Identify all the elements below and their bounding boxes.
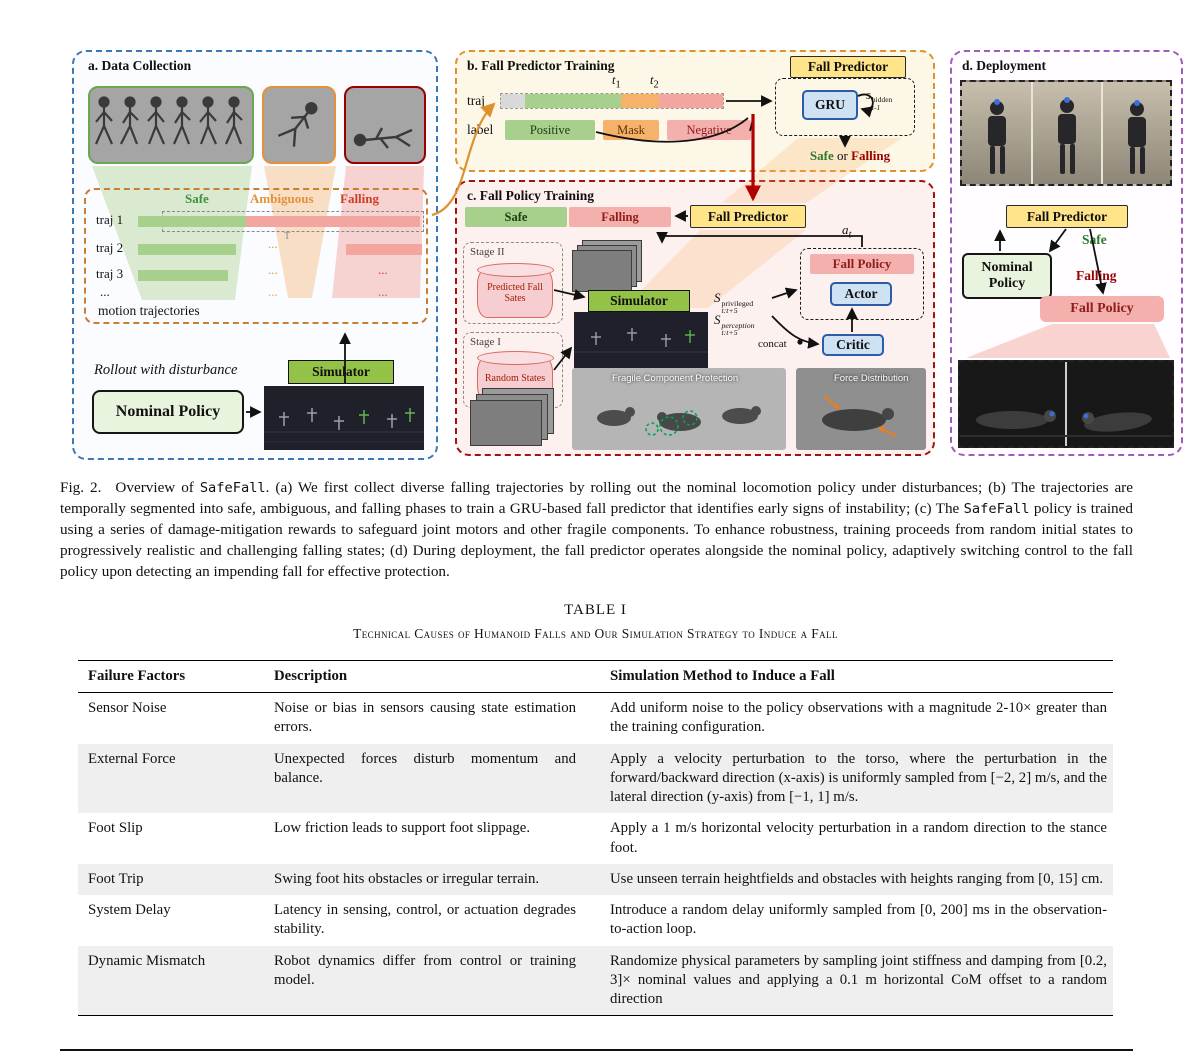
random-states-label: Random States xyxy=(484,373,546,385)
gru-label: GRU xyxy=(815,97,845,112)
stage2-label: Stage II xyxy=(470,246,505,258)
t1-label xyxy=(612,73,621,91)
table-row xyxy=(78,864,1113,895)
t2-label xyxy=(650,73,659,91)
simulator-box-c xyxy=(588,290,690,312)
negative-label-box xyxy=(667,120,751,140)
fallen-figure-art xyxy=(346,88,424,160)
traj1-T-marker: T xyxy=(284,231,291,242)
motion-trajectories-label: motion trajectories xyxy=(98,303,200,318)
traj1-label: traj 1 xyxy=(96,212,124,227)
falling-column-label: Falling xyxy=(340,191,380,206)
trajectory-bar xyxy=(500,93,724,109)
table-subtitle: Technical Causes of Humanoid Falls and Our Simulation Strategy to Induce a Fall xyxy=(353,626,838,641)
cell-method: Apply a velocity perturbation to the torso, where the perturbation in the forward/backward direction (x-axis) is uniformly sampled from [−2, 2] m/s, and the lateral direction (y-axis) from [−1, 1] m/s. xyxy=(610,750,1107,806)
stage1-label: Stage I xyxy=(470,336,501,348)
traj2-falling-bar xyxy=(346,244,422,255)
simulator-render-image-a xyxy=(264,386,424,450)
caption-seg1: Overview of xyxy=(115,479,200,496)
traj3-ambiguous-ellipsis: ... xyxy=(268,262,278,277)
nominal-policy-d-line1: Nominal xyxy=(981,259,1033,275)
s-perc-sub: t:t+5 xyxy=(721,328,738,338)
traj-bar-safe-segment xyxy=(525,94,621,108)
failure-factors-table xyxy=(78,660,1113,1016)
outcome-or: or xyxy=(836,148,848,163)
header-failure-factors: Failure Factors xyxy=(88,668,186,684)
traj2-label: traj 2 xyxy=(96,240,124,255)
t2-base: t xyxy=(650,73,654,87)
s-perc-sup: perception xyxy=(721,320,755,330)
nominal-policy-box xyxy=(92,390,244,434)
predicted-fall-states-cylinder xyxy=(477,268,553,318)
fall-predictor-box-d xyxy=(1006,205,1128,228)
cell-method: Apply a 1 m/s horizontal velocity perturbation in a random direction to the stance foot. xyxy=(610,820,1107,856)
simulator-label-c: Simulator xyxy=(610,293,668,308)
caption-safefall-1: SafeFall xyxy=(199,480,266,496)
fall-policy-box-d xyxy=(1040,296,1164,322)
table-row xyxy=(78,895,1113,945)
falling-figure-art xyxy=(264,88,334,160)
fall-policy-label-c: Fall Policy xyxy=(832,256,892,271)
mask-label-box xyxy=(603,120,659,140)
traj-bar-prefix-segment xyxy=(501,94,525,108)
cell-factor: Sensor Noise xyxy=(88,700,167,717)
more-falling-ellipsis: ... xyxy=(378,284,388,299)
cell-factor: Dynamic Mismatch xyxy=(88,952,206,969)
traj-more-ellipsis: ... xyxy=(100,284,110,299)
sim-scene-a-art xyxy=(264,386,424,450)
s-perc-base: S xyxy=(714,312,721,327)
figure-caption xyxy=(60,478,1133,583)
critic-box xyxy=(822,334,884,356)
fragile-protection-label: Fragile Component Protection xyxy=(612,373,739,384)
traj2-safe-bar xyxy=(138,244,236,255)
s-perception-label xyxy=(714,312,755,337)
table-row xyxy=(78,813,1113,863)
simulator-render-image-c xyxy=(574,312,708,368)
cell-description: Noise or bias in sensors causing state estimation errors. xyxy=(274,700,576,736)
table-header-row xyxy=(78,661,1113,693)
falling-box-c xyxy=(569,207,671,227)
table-row xyxy=(78,744,1113,814)
header-description: Description xyxy=(274,668,348,684)
fall-state-image-stack xyxy=(572,240,644,292)
fall-predictor-box-b xyxy=(790,56,906,78)
nominal-policy-box-d xyxy=(962,253,1052,299)
deployment-fallen-photo xyxy=(958,360,1174,448)
hidden-state-base: s xyxy=(866,88,871,102)
panel-c-title: c. Fall Policy Training xyxy=(467,188,594,203)
cell-method: Add uniform noise to the policy observations with a magnitude 2-10× greater than the training configuration. xyxy=(610,700,1107,736)
caption-seg2: . (a) We first collect diverse falling trajectories by rolling out the nominal locomotion policy under disturbances; (b) The trajectories are temporally segmented into safe, ambiguous, and falling phases to train a GRU-based fall predictor that identifies early signs of instability; (c) The xyxy=(60,479,1133,517)
deployment-standing-art xyxy=(962,82,1170,184)
fall-predictor-label-b: Fall Predictor xyxy=(807,59,889,74)
traj1-safe-bar xyxy=(138,216,246,227)
fallen-pose-image xyxy=(344,86,426,164)
table-title: TABLE I xyxy=(564,602,627,618)
cell-description: Latency in sensing, control, or actuation degrades stability. xyxy=(274,902,576,938)
s-priv-sup: privileged xyxy=(721,298,754,308)
cell-method: Introduce a random delay uniformly sampled from [0, 200] ms in the observation-to-action loop. xyxy=(610,902,1107,938)
cell-description: Robot dynamics differ from control or training model. xyxy=(274,952,576,988)
fall-policy-header-box xyxy=(810,254,914,274)
safe-or-falling-label xyxy=(770,148,930,164)
s-priv-sub: t:t+5 xyxy=(721,306,738,316)
table-row xyxy=(78,946,1113,1016)
actor-label: Actor xyxy=(844,286,878,301)
fall-predictor-label-d: Fall Predictor xyxy=(1026,208,1108,224)
deployment-standing-photo xyxy=(960,80,1172,186)
predicted-fall-states-label: Predicted Fall Sates xyxy=(487,281,543,304)
negative-label: Negative xyxy=(686,122,732,137)
walking-sequence-image xyxy=(88,86,254,164)
fall-policy-label-d: Fall Policy xyxy=(1070,301,1134,316)
falling-label-d: Falling xyxy=(1076,268,1117,283)
traj-row-label: traj xyxy=(467,93,485,108)
more-ambiguous-ellipsis: ... xyxy=(268,284,278,299)
safe-box-c xyxy=(465,207,567,227)
caption-safefall-2: SafeFall xyxy=(963,500,1030,517)
simulator-label-a: Simulator xyxy=(312,364,370,379)
traj3-falling-ellipsis: ... xyxy=(378,262,388,277)
cell-factor: External Force xyxy=(88,750,176,767)
panel-a-title: a. Data Collection xyxy=(88,58,192,73)
label-row-label: label xyxy=(467,122,494,137)
traj2-ambiguous-ellipsis: ... xyxy=(268,236,278,251)
walking-figures-art xyxy=(90,88,252,160)
panel-d-title: d. Deployment xyxy=(962,58,1046,73)
caption-seg3: policy is trained using a series of damage-mitigation rewards to safeguard joint motors and other fragile components. To enhance robustness, training proceeds from random initial states to progressively realistic and challenging falling states; (d) During deployment, the fall predictor operates alongside the nominal policy, adaptively switching control to the fall policy upon detecting an impending fall for effective protection. xyxy=(60,499,1133,580)
cell-factor: Foot Slip xyxy=(88,820,143,837)
outcome-safe: Safe xyxy=(809,148,834,163)
action-sub: t xyxy=(848,228,852,241)
cell-factor: Foot Trip xyxy=(88,870,144,887)
traj-bar-falling-segment xyxy=(659,94,723,108)
traj-bar-mask-segment xyxy=(621,94,659,108)
cell-method: Use unseen terrain heightfields and obstacles with heights ranging from [0, 15] cm. xyxy=(610,870,1104,887)
action-label xyxy=(842,222,852,241)
gru-box xyxy=(802,90,858,120)
falling-pose-image xyxy=(262,86,336,164)
critic-label: Critic xyxy=(836,337,870,352)
concat-label: concat xyxy=(758,338,787,350)
header-simulation-method: Simulation Method to Induce a Fall xyxy=(610,668,835,684)
panel-b-title: b. Fall Predictor Training xyxy=(467,58,615,73)
hidden-state-sub: t-1 xyxy=(871,102,881,112)
ambiguous-column-label: Ambiguous xyxy=(250,191,314,206)
fall-predictor-label-c: Fall Predictor xyxy=(707,208,789,224)
cell-factor: System Delay xyxy=(88,902,171,919)
deployment-fallen-art xyxy=(960,362,1172,446)
hidden-state-label xyxy=(866,88,892,111)
nominal-policy-label: Nominal Policy xyxy=(115,403,221,420)
mask-label: Mask xyxy=(617,122,645,137)
t1-base: t xyxy=(612,73,616,87)
falling-label-c: Falling xyxy=(601,209,639,224)
s-priv-base: S xyxy=(714,290,721,305)
safe-column-label: Safe xyxy=(185,191,209,206)
positive-label-box xyxy=(505,120,595,140)
simulator-box-a xyxy=(288,360,394,384)
nominal-policy-d-line2: Policy xyxy=(988,276,1026,291)
figure-caption-number: Fig. 2. xyxy=(60,479,102,496)
force-distribution-label: Force Distribution xyxy=(834,373,909,384)
hidden-state-sup: hidden xyxy=(871,95,893,105)
table-row xyxy=(78,693,1113,743)
actor-box xyxy=(830,282,892,306)
cell-description: Low friction leads to support foot slippage. xyxy=(274,820,531,837)
fall-predictor-box-c xyxy=(690,205,806,228)
init-state-image-stack xyxy=(470,388,556,446)
traj3-safe-bar xyxy=(138,270,228,281)
t1-sub: 1 xyxy=(615,79,621,91)
sim-scene-c-art xyxy=(574,312,708,368)
traj3-label: traj 3 xyxy=(96,266,124,281)
cell-description: Swing foot hits obstacles or irregular terrain. xyxy=(274,870,540,887)
stack2-card-front xyxy=(470,400,542,446)
traj1-falling-bar xyxy=(246,216,420,227)
safe-label-c: Safe xyxy=(504,209,528,224)
cell-description: Unexpected forces disturb momentum and balance. xyxy=(274,750,576,786)
cell-method: Randomize physical parameters by sampling joint stiffness and damping from [0.2, 3]× nominal values and applying a 0.1 m horizontal CoM offset to a random direction xyxy=(610,952,1107,1008)
action-base: a xyxy=(842,222,849,237)
safe-label-d: Safe xyxy=(1082,232,1107,247)
positive-label: Positive xyxy=(529,122,571,137)
next-section-rule xyxy=(60,1049,1133,1051)
stack-card-front xyxy=(572,250,632,292)
rollout-label: Rollout with disturbance xyxy=(94,362,238,378)
t2-sub: 2 xyxy=(653,79,659,91)
outcome-falling: Falling xyxy=(851,148,891,163)
